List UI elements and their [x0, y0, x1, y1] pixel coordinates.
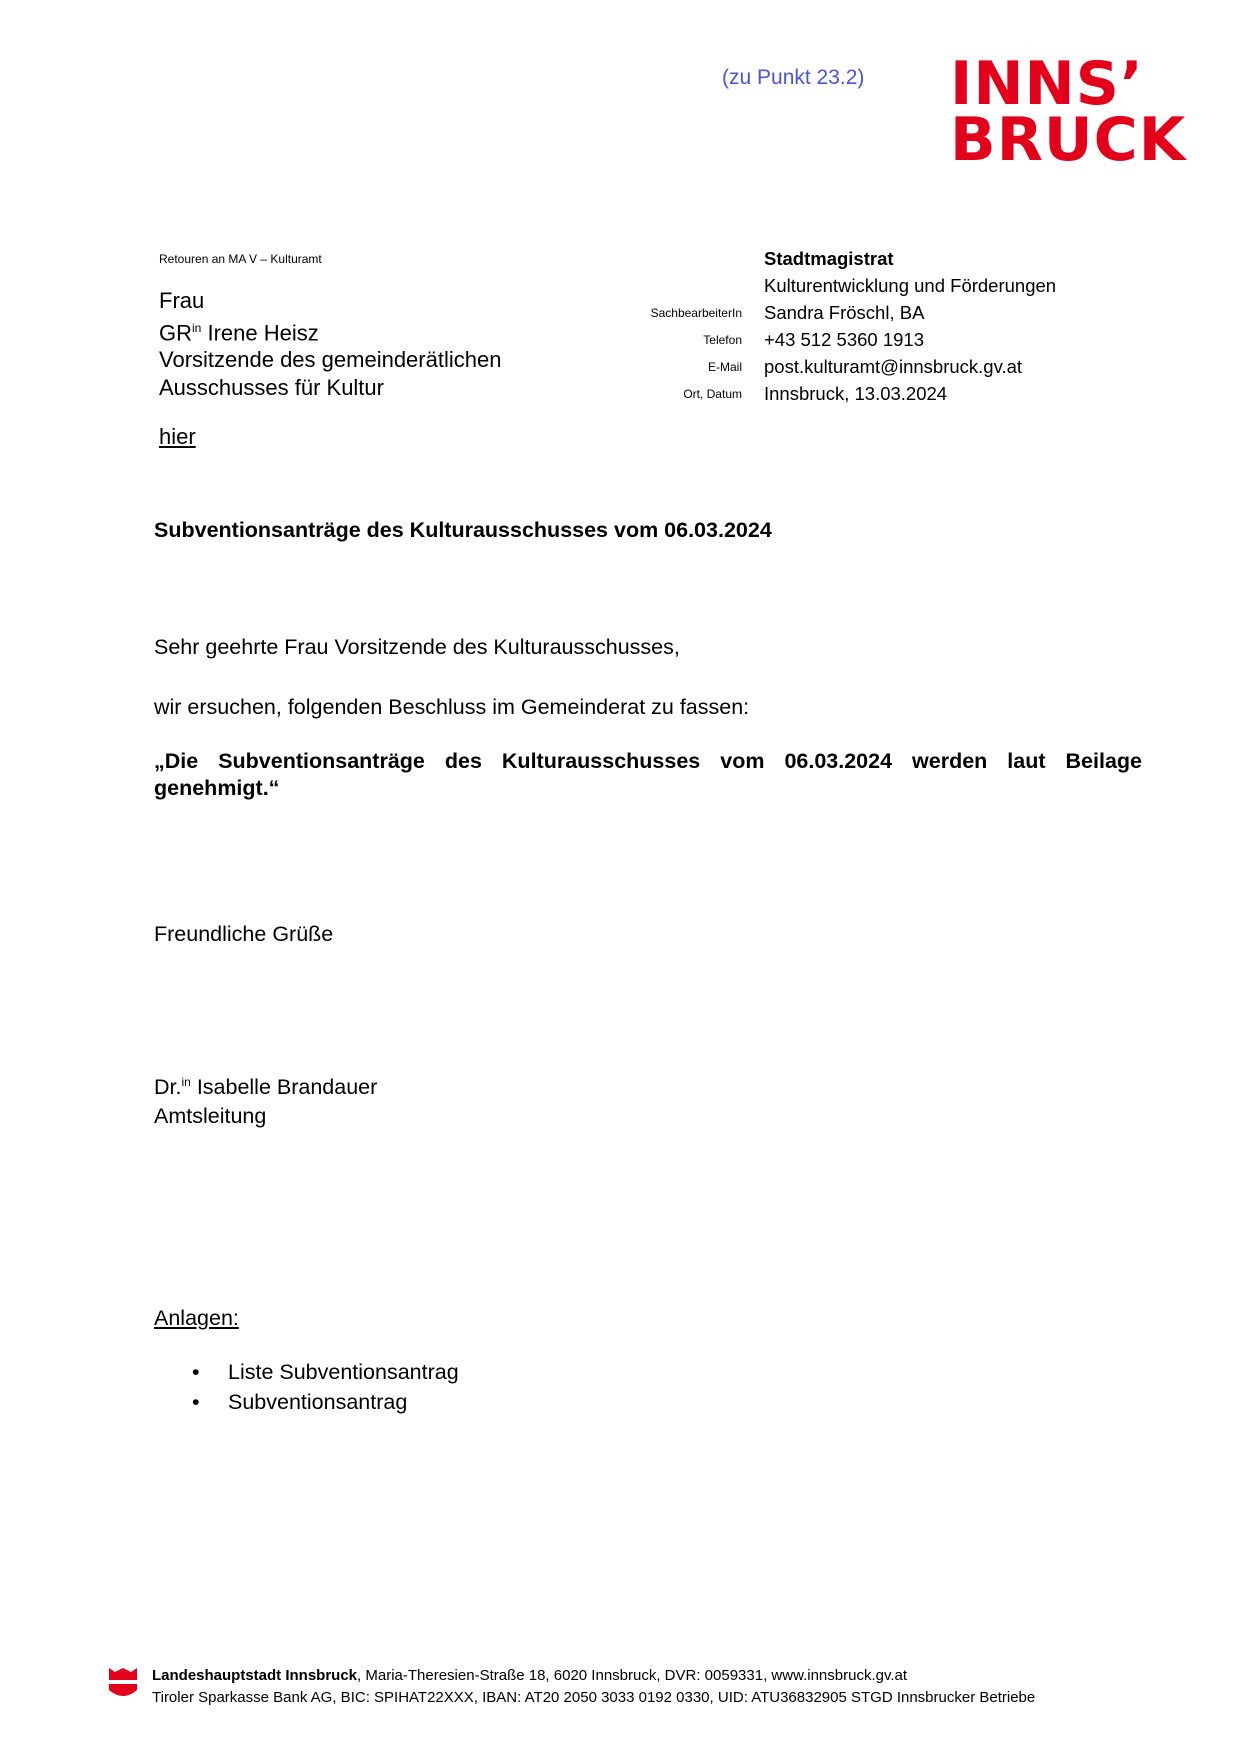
signature-block: [154, 1068, 377, 1131]
recipient-address: [159, 287, 501, 401]
signer-name-line: [154, 1068, 377, 1102]
bullet-icon: •: [192, 1389, 200, 1414]
attachment-label: Subventionsantrag: [228, 1389, 408, 1414]
signer-name: Isabelle Brandauer: [196, 1075, 378, 1100]
city-crest-icon: [107, 1666, 139, 1702]
sender-value-clerk: Sandra Fröschl, BA: [764, 302, 925, 323]
recipient-salutation: Frau: [159, 288, 205, 313]
signer-title-sup: in: [181, 1075, 191, 1089]
resolution-text: „Die Subventionsanträge des Kulturausschusses vom 06.03.2024 werden laut Beilage genehmigt.“: [154, 749, 1142, 800]
agenda-reference: (zu Punkt 23.2): [722, 66, 865, 89]
footer-line-1: [152, 1665, 1035, 1687]
sender-department-row: [560, 270, 1180, 297]
footer-address: , Maria-Theresien-Straße 18, 6020 Innsbruck, DVR: 0059331, www.innsbruck.gv.at: [357, 1667, 908, 1684]
sender-label-clerk: SachbearbeiterIn: [650, 306, 742, 320]
sender-label-phone: Telefon: [703, 333, 742, 347]
letter-subject: Subventionsanträge des Kulturausschusses vom 06.03.2024: [154, 518, 772, 542]
letter-closing: Freundliche Grüße: [154, 922, 334, 946]
sender-row: [560, 324, 1180, 351]
sender-label-date: Ort, Datum: [683, 387, 742, 401]
sender-department: Kulturentwicklung und Förderungen: [764, 275, 1057, 296]
logo-line-1: INNS’: [950, 49, 1144, 119]
attachments-list: [154, 1358, 459, 1417]
recipient-title: GR: [159, 319, 192, 345]
bullet-icon: •: [192, 1360, 200, 1384]
sender-office-row: [560, 243, 1180, 270]
return-address: Retouren an MA V – Kulturamt: [159, 252, 322, 266]
letter-greeting: Sehr geehrte Frau Vorsitzende des Kulturausschusses,: [154, 635, 680, 659]
signer-role: Amtsleitung: [154, 1104, 267, 1129]
page-footer: [152, 1665, 1035, 1709]
recipient-title-sup: in: [192, 320, 202, 335]
sender-value-phone: +43 512 5360 1913: [764, 329, 924, 350]
innsbruck-logo: [950, 49, 1190, 176]
sender-row: [560, 351, 1180, 378]
attachments-heading: Anlagen:: [154, 1306, 239, 1330]
sender-info-block: [560, 243, 1180, 405]
sender-row: [560, 378, 1180, 405]
signer-title: Dr.: [154, 1075, 182, 1100]
letter-request: wir ersuchen, folgenden Beschluss im Gemeinderat zu fassen:: [154, 695, 750, 719]
recipient-role-2: Ausschusses für Kultur: [159, 374, 384, 400]
recipient-location: hier: [159, 424, 196, 449]
recipient-role-1: Vorsitzende des gemeinderätlichen: [159, 347, 502, 373]
sender-label-email: E-Mail: [707, 360, 742, 374]
list-item: [154, 1388, 459, 1418]
sender-office: Stadtmagistrat: [764, 248, 894, 269]
sender-row: [560, 297, 1180, 324]
attachment-label: Liste Subventionsantrag: [228, 1360, 459, 1384]
list-item: [154, 1358, 459, 1388]
sender-value-date: Innsbruck, 13.03.2024: [764, 383, 948, 404]
footer-city: Landeshauptstadt Innsbruck: [152, 1667, 358, 1684]
logo-line-2: BRUCK: [950, 105, 1187, 175]
sender-value-email[interactable]: post.kulturamt@innsbruck.gv.at: [764, 356, 1023, 377]
recipient-name: Irene Heisz: [207, 319, 319, 345]
footer-line-2: Tiroler Sparkasse Bank AG, BIC: SPIHAT22XXX, IBAN: AT20 2050 3033 0192 0330, UID: ATU36832905 STGD Innsbrucker Betriebe: [152, 1689, 1036, 1706]
recipient-name-line: [159, 315, 501, 347]
